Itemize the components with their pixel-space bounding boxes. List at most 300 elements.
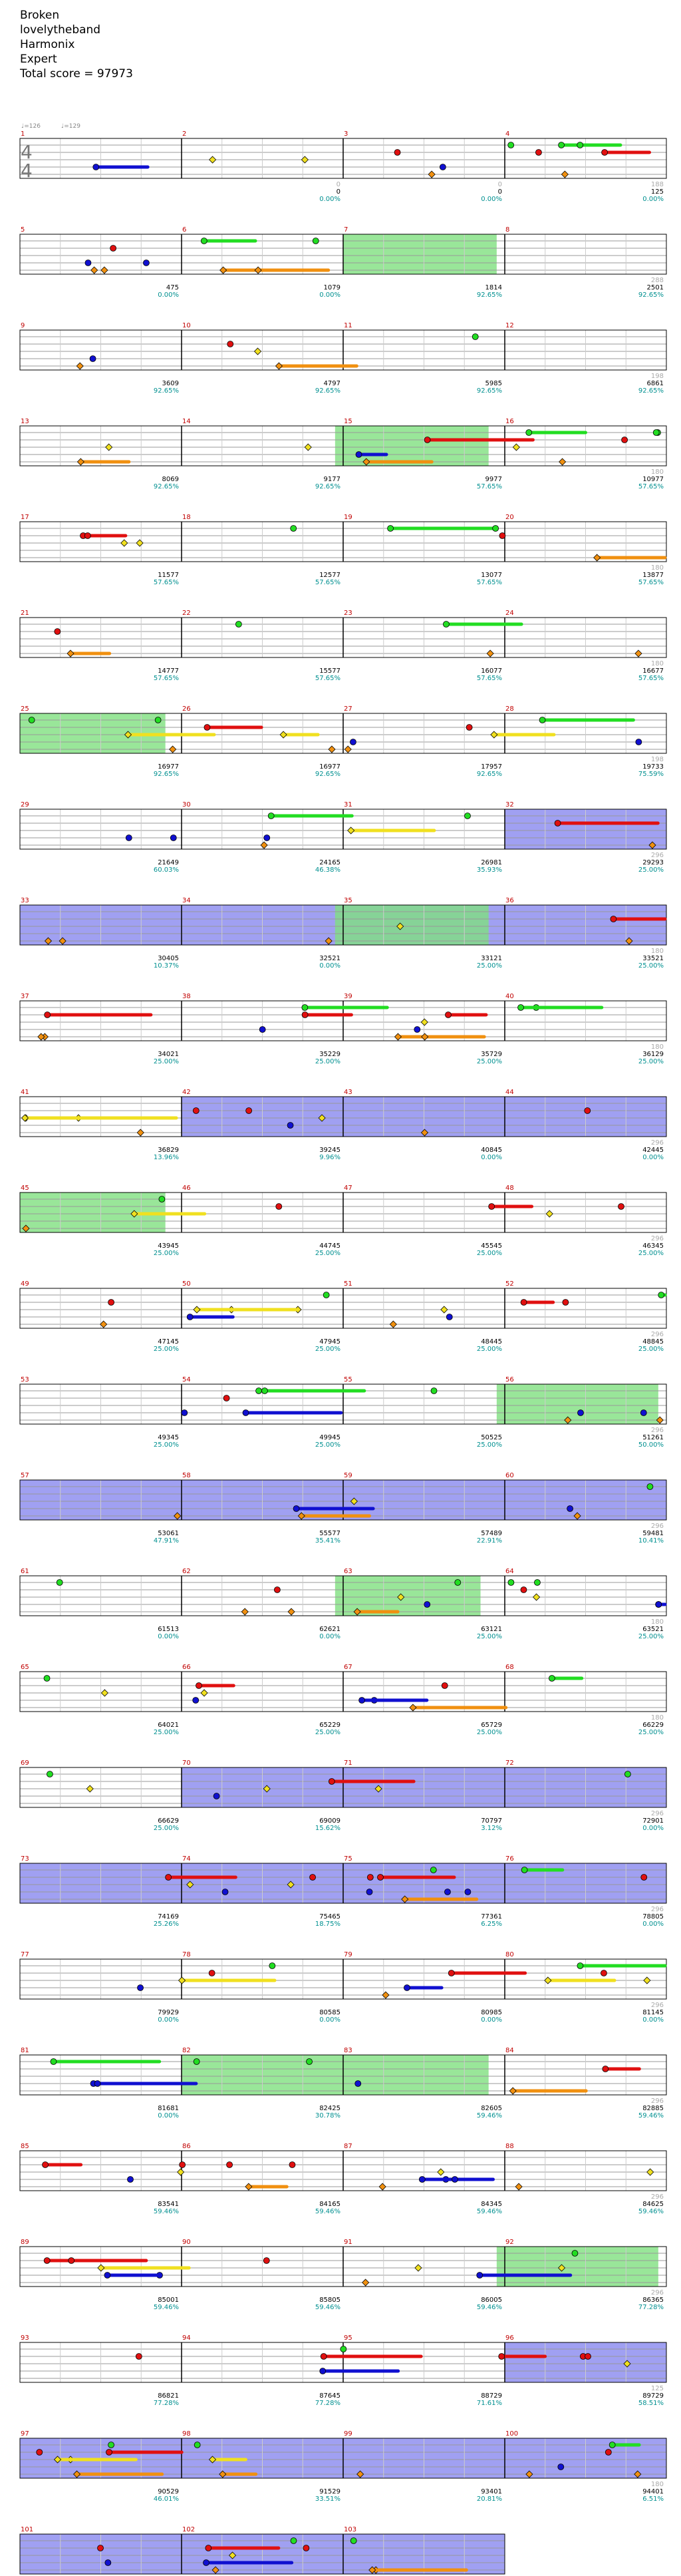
- note-gem: [209, 1970, 215, 1976]
- measure-number: 61: [21, 1568, 29, 1575]
- measure-overdrive-pct: 0.00%: [642, 1825, 664, 1832]
- measure-tick-count: 188: [650, 181, 664, 188]
- measure-score: 89729: [642, 2392, 664, 2400]
- measure-number: 34: [182, 897, 191, 904]
- tempo-mark-2: ♩=129: [61, 123, 80, 130]
- note-gem: [509, 2088, 516, 2094]
- measure-number: 40: [505, 993, 514, 1000]
- measure-overdrive-pct: 0.00%: [158, 2112, 179, 2119]
- note-gem: [388, 526, 394, 532]
- measure-number: 7: [344, 226, 348, 234]
- measure-score: 10977: [642, 476, 664, 483]
- measure-overdrive-pct: 9.96%: [319, 1154, 340, 1161]
- note-gem: [261, 1388, 267, 1394]
- note-gem: [521, 1867, 527, 1873]
- note-gem: [518, 1005, 524, 1011]
- measure-number: 76: [505, 1855, 514, 1863]
- measure-number: 18: [182, 514, 191, 521]
- measure-overdrive-pct: 57.65%: [315, 675, 340, 682]
- measure-score: 14777: [158, 667, 179, 675]
- note-gem: [320, 2368, 326, 2374]
- note-gem: [43, 2162, 49, 2168]
- measure-number: 66: [182, 1664, 191, 1671]
- measure-overdrive-pct: 25.00%: [476, 962, 502, 970]
- note-gem: [98, 2545, 104, 2551]
- measure-score: 80585: [319, 2009, 340, 2016]
- note-gem: [440, 164, 446, 170]
- note-gem: [534, 1580, 540, 1586]
- note-gem: [477, 2273, 483, 2279]
- note-gem: [29, 717, 35, 723]
- note-gem: [415, 2265, 422, 2271]
- note-gem: [438, 2169, 444, 2175]
- measure-number: 50: [182, 1280, 191, 1288]
- note-gem: [204, 725, 210, 731]
- note-gem: [137, 1129, 144, 1136]
- measure-tick-count: 296: [650, 852, 664, 859]
- measure-overdrive-pct: 25.00%: [315, 1058, 340, 1065]
- measure-number: 36: [505, 897, 514, 904]
- measure-number: 25: [21, 705, 29, 713]
- song-charter: Harmonix: [20, 38, 75, 51]
- measure-number: 6: [182, 226, 187, 234]
- measure-number: 88: [505, 2143, 514, 2150]
- measure-score: 85805: [319, 2297, 340, 2304]
- measure-overdrive-pct: 10.37%: [153, 962, 179, 970]
- measure-number: 23: [344, 610, 352, 617]
- note-gem: [585, 1108, 591, 1114]
- note-gem: [355, 2081, 361, 2087]
- note-gem: [329, 746, 335, 753]
- measure-overdrive-pct: 25.00%: [476, 1441, 502, 1449]
- measure-overdrive-pct: 13.96%: [153, 1154, 179, 1161]
- measure-score: 82605: [481, 2105, 502, 2112]
- measure-overdrive-pct: 10.41%: [638, 1537, 664, 1545]
- measure-overdrive-pct: 25.00%: [476, 1058, 502, 1065]
- measure-score: 66229: [642, 1722, 664, 1729]
- measure-score: 1079: [323, 284, 340, 291]
- measure-number: 87: [344, 2143, 352, 2150]
- measure-score: 6861: [646, 380, 664, 387]
- measure-tick-count: 296: [650, 1427, 664, 1434]
- overdrive-region: [182, 2055, 489, 2095]
- measure-number: 42: [182, 1089, 191, 1096]
- total-score: Total score = 97973: [20, 67, 133, 81]
- measure-overdrive-pct: 25.00%: [476, 1250, 502, 1257]
- measure-overdrive-pct: 25.00%: [638, 962, 664, 970]
- measure-overdrive-pct: 0.00%: [481, 2016, 502, 2024]
- measure-overdrive-pct: 77.28%: [315, 2400, 340, 2407]
- measure-score: 2501: [646, 284, 664, 291]
- measure-number: 1: [21, 130, 25, 138]
- measure-number: 17: [21, 514, 29, 521]
- measure-score: 77361: [481, 1913, 502, 1921]
- measure-score: 13877: [642, 572, 664, 579]
- measure-number: 78: [182, 1951, 191, 1958]
- note-gem: [138, 1985, 144, 1991]
- measure-number: 56: [505, 1376, 514, 1383]
- note-gem: [106, 444, 112, 451]
- note-gem: [201, 238, 207, 244]
- note-gem: [390, 1321, 396, 1328]
- measure-score: 94401: [642, 2488, 664, 2495]
- measure-score: 63521: [642, 1626, 664, 1633]
- note-gem: [302, 1005, 308, 1011]
- measure-number: 92: [505, 2239, 514, 2246]
- measure-overdrive-pct: 25.00%: [153, 1058, 179, 1065]
- measure-score: 19733: [642, 763, 664, 771]
- note-gem: [194, 2442, 200, 2448]
- note-gem: [321, 2354, 327, 2360]
- measure-overdrive-pct: 92.65%: [153, 483, 179, 490]
- note-gem: [419, 2177, 425, 2183]
- song-title: Broken: [20, 9, 60, 22]
- note-gem: [155, 717, 161, 723]
- measure-overdrive-pct: 0.00%: [319, 1633, 340, 1640]
- measure-tick-count: 0: [336, 181, 340, 188]
- measure-score: 66629: [158, 1817, 179, 1825]
- note-gem: [609, 2442, 615, 2448]
- measure-overdrive-pct: 0.00%: [481, 196, 502, 203]
- measure-score: 87645: [319, 2392, 340, 2400]
- note-gem: [508, 142, 514, 148]
- note-gem: [85, 260, 91, 266]
- measure-overdrive-pct: 25.26%: [153, 1921, 179, 1928]
- measure-number: 63: [344, 1568, 352, 1575]
- measure-number: 39: [344, 993, 352, 1000]
- note-gem: [222, 1889, 228, 1895]
- measure-overdrive-pct: 77.28%: [153, 2400, 179, 2407]
- measure-number: 71: [344, 1759, 352, 1767]
- measure-overdrive-pct: 0.00%: [158, 1633, 179, 1640]
- measure-overdrive-pct: 71.61%: [476, 2400, 502, 2407]
- note-gem: [394, 150, 400, 156]
- note-gem: [255, 267, 261, 274]
- note-gem: [187, 1314, 193, 1320]
- note-gem: [223, 1395, 229, 1401]
- measure-overdrive-pct: 25.00%: [476, 1729, 502, 1736]
- note-gem: [362, 2279, 369, 2286]
- measure-score: 81145: [642, 2009, 664, 2016]
- measure-overdrive-pct: 25.00%: [153, 1441, 179, 1449]
- measure-overdrive-pct: 59.46%: [153, 2304, 179, 2311]
- measure-number: 28: [505, 705, 514, 713]
- measure-overdrive-pct: 18.75%: [315, 1921, 340, 1928]
- measure-score: 43945: [158, 1242, 179, 1250]
- measure-overdrive-pct: 57.65%: [476, 483, 502, 490]
- note-gem: [441, 1306, 448, 1313]
- measure-number: 37: [21, 993, 29, 1000]
- measure-tick-count: 180: [650, 564, 664, 572]
- note-gem: [201, 1690, 207, 1696]
- note-gem: [220, 267, 227, 274]
- measure-score: 80985: [481, 2009, 502, 2016]
- measure-score: 40845: [481, 1147, 502, 1154]
- note-gem: [644, 1977, 650, 1984]
- measure-number: 52: [505, 1280, 514, 1288]
- measure-tick-count: 296: [650, 2289, 664, 2297]
- note-gem: [348, 827, 354, 834]
- note-gem: [243, 1410, 249, 1416]
- note-gem: [227, 2162, 233, 2168]
- measure-number: 47: [344, 1185, 352, 1192]
- measure-number: 99: [344, 2430, 352, 2438]
- note-gem: [293, 1506, 299, 1512]
- measure-tick-count: 0: [497, 181, 502, 188]
- note-gem: [104, 2273, 110, 2279]
- measure-overdrive-pct: 59.46%: [315, 2208, 340, 2215]
- measure-score: 12577: [319, 572, 340, 579]
- measure-overdrive-pct: 0.00%: [481, 1154, 502, 1161]
- measure-tick-count: 198: [650, 373, 664, 380]
- measure-number: 8: [505, 226, 510, 234]
- measure-number: 48: [505, 1185, 514, 1192]
- note-gem: [47, 1771, 53, 1777]
- measure-tick-count: 296: [650, 2098, 664, 2105]
- measure-tick-count: 296: [650, 2193, 664, 2201]
- measure-score: 16977: [158, 763, 179, 771]
- measure-number: 97: [21, 2430, 29, 2438]
- note-gem: [424, 437, 430, 443]
- measure-number: 9: [21, 322, 25, 329]
- measure-score: 16077: [481, 667, 502, 675]
- note-gem: [350, 2538, 356, 2544]
- note-gem: [227, 341, 233, 347]
- note-gem: [180, 2162, 186, 2168]
- measure-number: 90: [182, 2239, 191, 2246]
- measure-overdrive-pct: 0.00%: [319, 196, 340, 203]
- measure-overdrive-pct: 25.00%: [315, 1250, 340, 1257]
- note-gem: [344, 746, 351, 753]
- measure-overdrive-pct: 0.00%: [319, 2016, 340, 2024]
- measure-overdrive-pct: 57.65%: [153, 675, 179, 682]
- note-gem: [55, 629, 61, 635]
- overdrive-region: [497, 1384, 658, 1424]
- note-gem: [539, 717, 545, 723]
- measure-score: 34021: [158, 1051, 179, 1058]
- note-gem: [558, 2464, 564, 2470]
- note-gem: [546, 1210, 553, 1217]
- measure-score: 72901: [642, 1817, 664, 1825]
- measure-score: 70797: [481, 1817, 502, 1825]
- note-gem: [305, 444, 311, 451]
- note-gem: [259, 1027, 265, 1033]
- measure-overdrive-pct: 25.00%: [638, 1250, 664, 1257]
- measure-number: 64: [505, 1568, 514, 1575]
- note-gem: [445, 1012, 451, 1018]
- note-gem: [261, 842, 267, 848]
- note-gem: [159, 1196, 165, 1202]
- measure-number: 20: [505, 514, 514, 521]
- note-gem: [274, 1587, 280, 1593]
- measure-overdrive-pct: 58.51%: [638, 2400, 664, 2407]
- note-gem: [452, 2177, 458, 2183]
- measure-score: 33521: [642, 955, 664, 962]
- measure-overdrive-pct: 92.65%: [153, 771, 179, 778]
- measure-number: 101: [21, 2526, 34, 2533]
- measure-number: 45: [21, 1185, 29, 1192]
- measure-score: 47145: [158, 1338, 179, 1346]
- time-signature-top: 4: [21, 141, 33, 163]
- measure-overdrive-pct: 59.46%: [638, 2112, 664, 2119]
- measure-number: 35: [344, 897, 352, 904]
- measure-tick-count: 296: [650, 1235, 664, 1242]
- measure-score: 26981: [481, 859, 502, 866]
- measure-tick-count: 180: [650, 468, 664, 476]
- measure-number: 102: [182, 2526, 196, 2533]
- note-gem: [264, 835, 270, 841]
- measure-number: 32: [505, 801, 514, 809]
- measure-overdrive-pct: 92.65%: [315, 771, 340, 778]
- note-gem: [209, 156, 216, 163]
- measure-overdrive-pct: 57.65%: [153, 579, 179, 586]
- measure-score: 44745: [319, 1242, 340, 1250]
- song-artist: lovelytheband: [20, 23, 101, 37]
- note-gem: [340, 2346, 346, 2352]
- measure-score: 78805: [642, 1913, 664, 1921]
- measure-number: 57: [21, 1472, 29, 1479]
- measure-overdrive-pct: 77.28%: [638, 2304, 664, 2311]
- measure-number: 77: [21, 1951, 29, 1958]
- measure-score: 21649: [158, 859, 179, 866]
- note-gem: [101, 1690, 108, 1696]
- note-gem: [269, 1963, 275, 1969]
- measure-number: 103: [344, 2526, 357, 2533]
- measure-number: 89: [21, 2239, 29, 2246]
- note-gem: [521, 1300, 527, 1306]
- measure-tick-count: 180: [650, 660, 664, 667]
- time-signature-bottom: 4: [21, 160, 33, 182]
- measure-overdrive-pct: 0.00%: [642, 196, 664, 203]
- note-gem: [422, 1033, 428, 1040]
- note-gem: [86, 1785, 93, 1792]
- measure-number: 33: [21, 897, 29, 904]
- measure-overdrive-pct: 92.65%: [153, 387, 179, 395]
- measure-score: 35729: [481, 1051, 502, 1058]
- note-gem: [193, 1698, 199, 1704]
- note-gem: [170, 746, 176, 753]
- note-gem: [656, 1602, 662, 1608]
- note-gem: [105, 2560, 111, 2566]
- measure-overdrive-pct: 92.65%: [476, 387, 502, 395]
- note-gem: [561, 171, 568, 178]
- measure-number: 30: [182, 801, 191, 809]
- measure-score: 125: [650, 188, 664, 196]
- note-gem: [563, 1300, 569, 1306]
- note-gem: [430, 1867, 436, 1873]
- measure-number: 75: [344, 1855, 352, 1863]
- note-gem: [545, 1977, 551, 1984]
- measure-overdrive-pct: 46.01%: [153, 2495, 179, 2503]
- note-gem: [572, 2251, 578, 2257]
- measure-score: 85001: [158, 2297, 179, 2304]
- measure-number: 41: [21, 1089, 29, 1096]
- measure-score: 65229: [319, 1722, 340, 1729]
- measure-overdrive-pct: 25.00%: [315, 1729, 340, 1736]
- note-gem: [577, 142, 583, 148]
- measure-score: 9177: [323, 476, 340, 483]
- measure-overdrive-pct: 46.38%: [315, 866, 340, 874]
- measure-score: 63121: [481, 1626, 502, 1633]
- measure-score: 3609: [162, 380, 179, 387]
- measure-number: 70: [182, 1759, 191, 1767]
- note-gem: [577, 1410, 583, 1416]
- note-gem: [602, 150, 608, 156]
- measure-number: 68: [505, 1664, 514, 1671]
- measure-number: 4: [505, 130, 510, 138]
- measure-number: 19: [344, 514, 352, 521]
- measure-score: 1814: [485, 284, 502, 291]
- note-gem: [466, 725, 472, 731]
- note-gem: [367, 1875, 373, 1881]
- measure-number: 15: [344, 418, 352, 425]
- measure-overdrive-pct: 0.00%: [642, 2016, 664, 2024]
- note-gem: [508, 1580, 514, 1586]
- measure-number: 85: [21, 2143, 29, 2150]
- measure-number: 21: [21, 610, 29, 617]
- measure-number: 54: [182, 1376, 191, 1383]
- note-gem: [647, 1484, 653, 1490]
- note-gem: [647, 2169, 654, 2175]
- measure-overdrive-pct: 25.00%: [315, 1346, 340, 1353]
- note-gem: [94, 2081, 100, 2087]
- note-gem: [126, 835, 132, 841]
- note-gem: [100, 1321, 107, 1328]
- measure-score: 24165: [319, 859, 340, 866]
- measure-score: 48445: [481, 1338, 502, 1346]
- measure-score: 53061: [158, 1530, 179, 1537]
- overdrive-region: [343, 234, 497, 274]
- note-gem: [67, 650, 74, 657]
- measure-tick-count: 296: [650, 1906, 664, 1913]
- note-gem: [275, 363, 282, 369]
- measure-tick-count: 296: [650, 1139, 664, 1147]
- measure-tick-count: 180: [650, 948, 664, 955]
- measure-number: 59: [344, 1472, 352, 1479]
- measure-score: 5985: [485, 380, 502, 387]
- measure-overdrive-pct: 30.78%: [315, 2112, 340, 2119]
- measure-overdrive-pct: 75.59%: [638, 771, 664, 778]
- measure-score: 42445: [642, 1147, 664, 1154]
- measure-overdrive-pct: 57.65%: [476, 579, 502, 586]
- measure-overdrive-pct: 0.00%: [319, 291, 340, 299]
- measure-overdrive-pct: 6.51%: [642, 2495, 664, 2503]
- measure-score: 86821: [158, 2392, 179, 2400]
- note-gem: [291, 2538, 297, 2544]
- note-gem: [421, 1019, 428, 1025]
- note-gem: [636, 739, 642, 745]
- measure-overdrive-pct: 60.03%: [153, 866, 179, 874]
- measure-number: 93: [21, 2334, 29, 2342]
- measure-score: 11577: [158, 572, 179, 579]
- measure-overdrive-pct: 25.00%: [315, 1441, 340, 1449]
- measure-score: 57489: [481, 1530, 502, 1537]
- measure-overdrive-pct: 25.00%: [476, 1633, 502, 1640]
- measure-score: 49345: [158, 1434, 179, 1441]
- measure-number: 29: [21, 801, 29, 809]
- measure-score: 86005: [481, 2297, 502, 2304]
- measure-overdrive-pct: 92.65%: [315, 483, 340, 490]
- note-gem: [577, 1963, 583, 1969]
- measure-tick-count: 198: [650, 756, 664, 763]
- note-gem: [549, 1676, 555, 1682]
- measure-number: 94: [182, 2334, 191, 2342]
- measure-overdrive-pct: 3.12%: [481, 1825, 502, 1832]
- measure-score: 55577: [319, 1530, 340, 1537]
- measure-overdrive-pct: 0.00%: [319, 962, 340, 970]
- note-gem: [377, 1875, 383, 1881]
- measure-score: 64021: [158, 1722, 179, 1729]
